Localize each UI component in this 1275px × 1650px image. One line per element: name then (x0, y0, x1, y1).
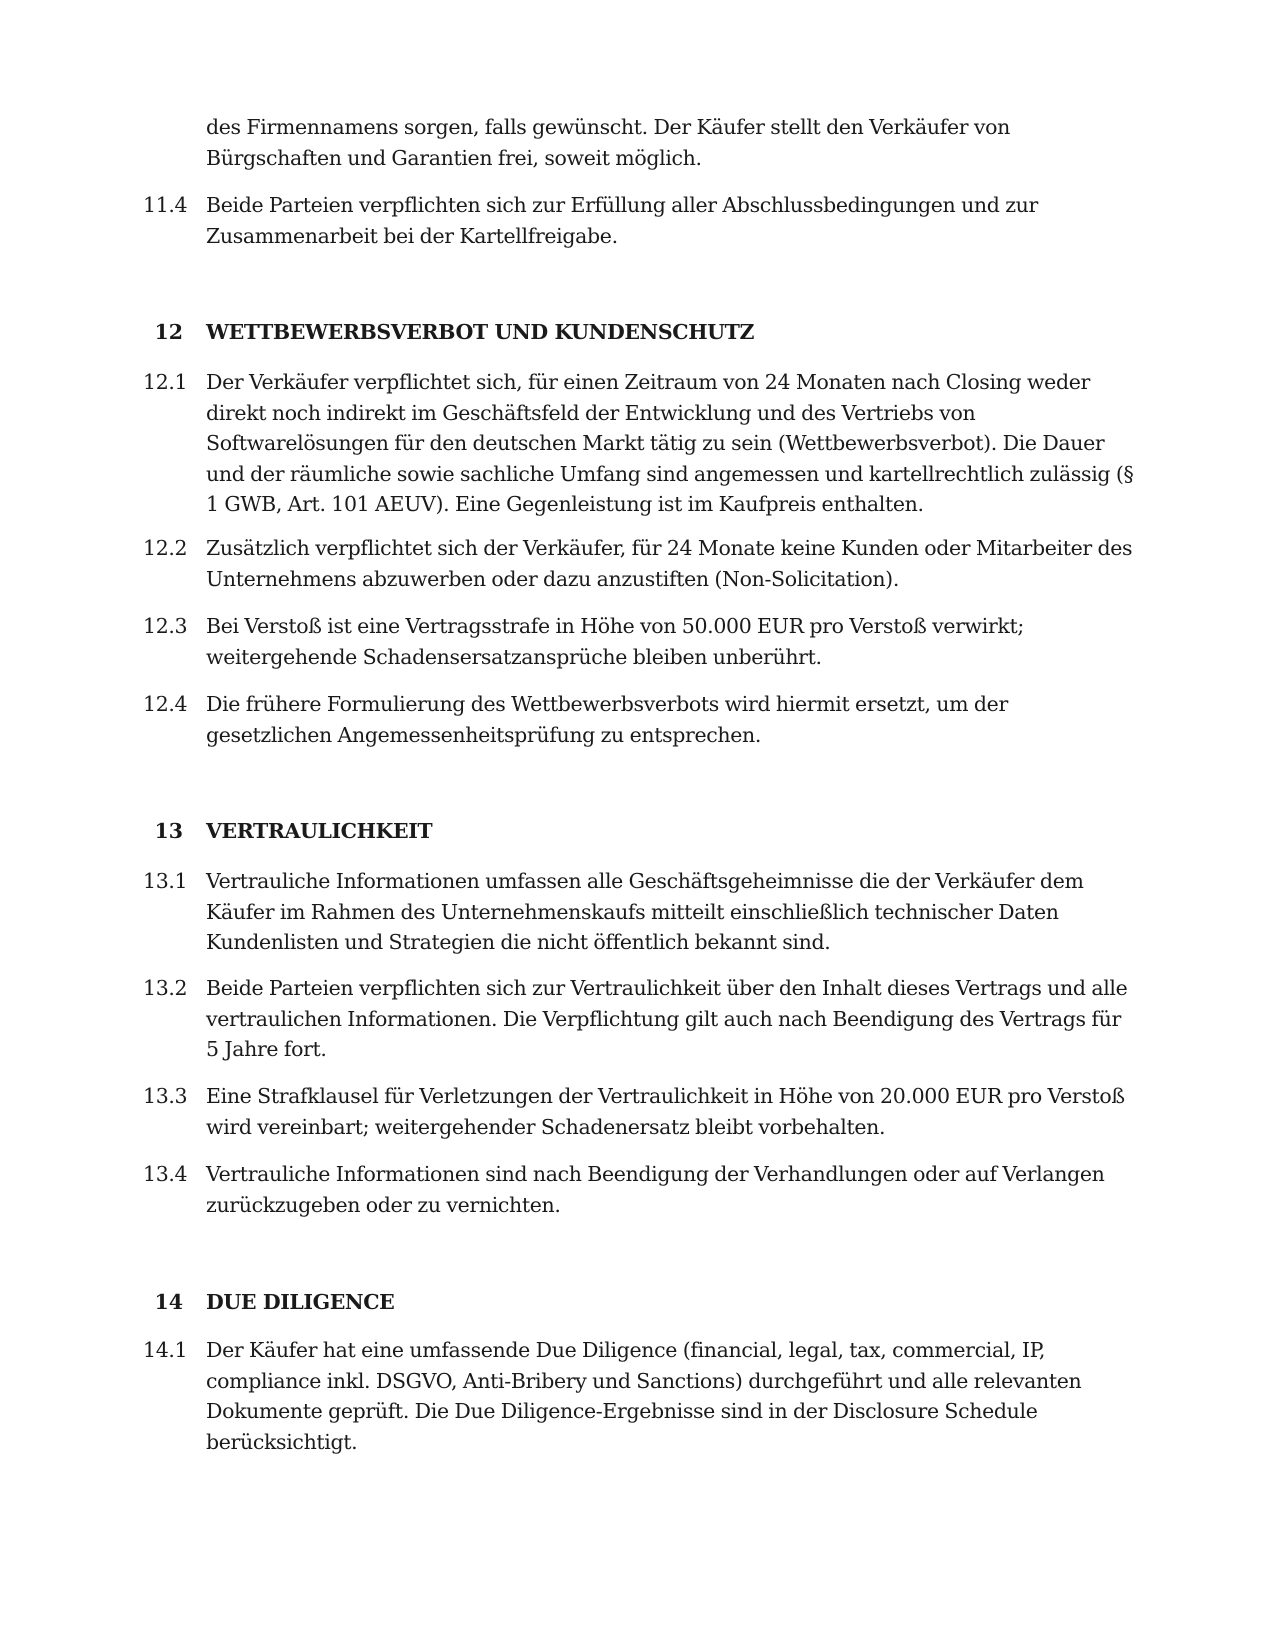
section-heading: VERTRAULICHKEIT (206, 819, 433, 843)
clause-number: 13.1 (143, 869, 188, 893)
clause-number: 13.4 (143, 1162, 188, 1186)
clause-text: Bei Verstoß ist eine Vertragsstrafe in Höhe von 50.000 EUR pro Verstoß verwirkt; weitergehende Schadensersatzansprüche bleiben unberührt. (206, 614, 1024, 669)
clause-text: Der Verkäufer verpflichtet sich, für einen Zeitraum von 24 Monaten nach Closing weder direkt noch indirekt im Geschäftsfeld der Entwicklung und des Vertriebs von Softwarelösungen für den deutschen Markt tätig zu sein (Wettbewerbsverbot). Die Dauer und der räumliche sowie sachliche Umfang sind angemessen und kartellrechtlich zulässig (§ 1 GWB, Art. 101 AEUV). Eine Gegenleistung ist im Kaufpreis enthalten. (206, 370, 1134, 516)
clause-text: Die frühere Formulierung des Wettbewerbsverbots wird hiermit ersetzt, um der gesetzlichen Angemessenheitsprüfung zu entsprechen. (206, 692, 1008, 747)
clause-number: 13.3 (143, 1084, 188, 1108)
clause-text: Vertrauliche Informationen sind nach Beendigung der Verhandlungen oder auf Verlangen zurückzugeben oder zu vernichten. (206, 1162, 1105, 1217)
section-number: 14 (154, 1290, 183, 1314)
clause-text: Vertrauliche Informationen umfassen alle Geschäftsgeheimnisse die der Verkäufer dem Käufer im Rahmen des Unternehmenskaufs mitteilt einschließlich technischer Daten Kundenlisten und Strategien die nicht öffentlich bekannt sind. (206, 869, 1084, 954)
clause-text: Zusätzlich verpflichtet sich der Verkäufer, für 24 Monate keine Kunden oder Mitarbeiter des Unternehmens abzuwerben oder dazu anzustiften (Non-Solicitation). (206, 536, 1133, 591)
clause-text: Der Käufer hat eine umfassende Due Diligence (financial, legal, tax, commercial, IP, compliance inkl. DSGVO, Anti-Bribery und Sanctions) durchgeführt und alle relevanten Dokumente geprüft. Die Due Diligence-Ergebnisse sind in der Disclosure Schedule berücksichtigt. (206, 1338, 1082, 1454)
section-heading: WETTBEWERBSVERBOT UND KUNDENSCHUTZ (206, 320, 755, 344)
clause-number: 14.1 (143, 1338, 188, 1362)
clause-number: 12.1 (143, 370, 188, 394)
clause-text: Eine Strafklausel für Verletzungen der Vertraulichkeit in Höhe von 20.000 EUR pro Verstoß wird vereinbart; weitergehender Schadenersatz bleibt vorbehalten. (206, 1084, 1125, 1139)
clause-number: 12.2 (143, 536, 188, 560)
clause-number: 12.3 (143, 614, 188, 638)
clause-number: 13.2 (143, 976, 188, 1000)
clause-text: Beide Parteien verpflichten sich zur Vertraulichkeit über den Inhalt dieses Vertrags und alle vertraulichen Informationen. Die Verpflichtung gilt auch nach Beendigung des Vertrags für 5 Jahre fort. (206, 976, 1128, 1061)
section-number: 12 (154, 320, 183, 344)
section-number: 13 (154, 819, 183, 843)
clause-number: 12.4 (143, 692, 188, 716)
clause-number: 11.4 (143, 193, 188, 217)
clause-text: Beide Parteien verpflichten sich zur Erfüllung aller Abschlussbedingungen und zur Zusammenarbeit bei der Kartellfreigabe. (206, 193, 1038, 248)
intro-paragraph: des Firmennamens sorgen, falls gewünscht. Der Käufer stellt den Verkäufer von Bürgschaften und Garantien frei, soweit möglich. (206, 115, 1010, 170)
section-heading: DUE DILIGENCE (206, 1290, 395, 1314)
